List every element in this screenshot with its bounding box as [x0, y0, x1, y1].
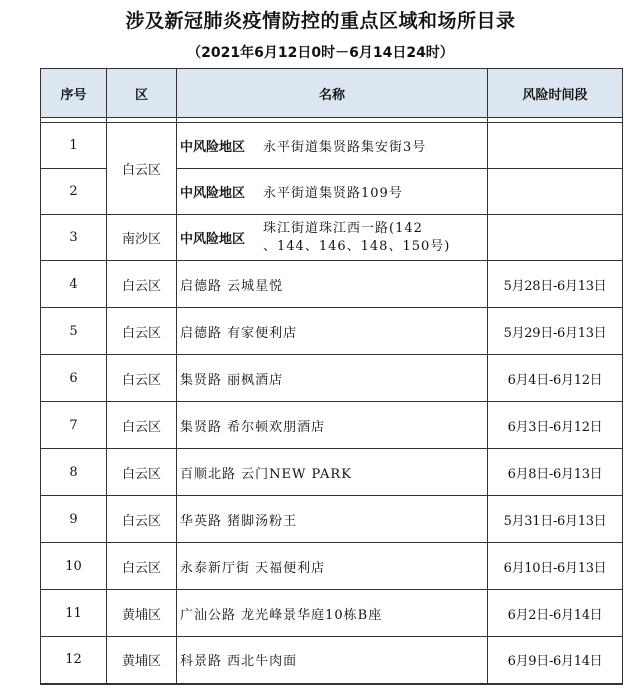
table-row: [41, 637, 623, 684]
table-row: [41, 123, 623, 169]
row-name: [177, 637, 488, 684]
table-row: [41, 355, 623, 402]
row-period: [488, 123, 623, 169]
row-name: [177, 261, 488, 308]
row-name: [177, 308, 488, 355]
row-no: 12: [41, 637, 107, 684]
row-no: 7: [41, 402, 107, 449]
row-name-text: 启德路 有家便利店: [180, 325, 298, 341]
row-no: 8: [41, 449, 107, 496]
row-district: 黄埔区: [107, 637, 177, 684]
row-no: 3: [41, 215, 107, 261]
document-subtitle: （2021年6月12日0时－6月14日24时）: [187, 45, 454, 61]
row-name-text: 华英路 猪脚汤粉王: [180, 513, 298, 529]
table-row: [41, 261, 623, 308]
row-name: [177, 169, 488, 215]
row-name: [177, 449, 488, 496]
row-period: 5月31日-6月13日: [488, 496, 623, 543]
row-name-text: 集贤路 丽枫酒店: [180, 372, 284, 388]
row-name: [177, 355, 488, 402]
risk-level: 中风险地区: [180, 186, 246, 201]
row-district: 白云区: [107, 123, 177, 215]
document-title: 涉及新冠肺炎疫情防控的重点区域和场所目录: [125, 10, 516, 32]
header-no: 序号: [41, 69, 107, 118]
row-name: [177, 123, 488, 169]
row-period: 6月4日-6月12日: [488, 355, 623, 402]
row-no: 10: [41, 543, 107, 590]
table-row: [41, 449, 623, 496]
row-district: 白云区: [107, 543, 177, 590]
row-name-text: 集贤路 希尔顿欢朋酒店: [180, 419, 326, 435]
row-name-text: 启德路 云城星悦: [180, 278, 284, 294]
row-period: [488, 169, 623, 215]
row-district: 白云区: [107, 402, 177, 449]
row-name: [177, 215, 488, 261]
row-period: 6月9日-6月14日: [488, 637, 623, 684]
row-no: 9: [41, 496, 107, 543]
row-no: 5: [41, 308, 107, 355]
header-period: 风险时间段: [488, 69, 623, 118]
table-row: [41, 215, 623, 261]
table-header-row: [41, 69, 623, 118]
row-period: 5月28日-6月13日: [488, 261, 623, 308]
row-name: [177, 496, 488, 543]
row-period: 6月3日-6月12日: [488, 402, 623, 449]
row-district: 白云区: [107, 496, 177, 543]
row-name-text: 永泰新厅街 天福便利店: [180, 560, 326, 576]
header-name: 名称: [177, 69, 488, 118]
row-no: 4: [41, 261, 107, 308]
row-district: 白云区: [107, 449, 177, 496]
row-name-text: 广汕公路 龙光峰景华庭10栋B座: [180, 607, 383, 623]
row-name: [177, 402, 488, 449]
row-no: 1: [41, 123, 107, 169]
row-address: 永平街道集贤路集安街3号: [263, 140, 427, 155]
row-district: 白云区: [107, 261, 177, 308]
row-name-text: 科景路 西北牛肉面: [180, 654, 298, 670]
row-district: 白云区: [107, 308, 177, 355]
row-no: 6: [41, 355, 107, 402]
risk-level: 中风险地区: [180, 232, 246, 247]
row-address-line1: 珠江街道珠江西一路(142: [263, 220, 423, 236]
row-name-text: 百顺北路 云门NEW PARK: [180, 466, 352, 482]
row-address-line2: 、144、146、148、150号): [263, 238, 451, 254]
row-district: 黄埔区: [107, 590, 177, 637]
table-row: [41, 402, 623, 449]
row-period: 6月8日-6月13日: [488, 449, 623, 496]
row-period: 6月10日-6月13日: [488, 543, 623, 590]
table-row: [41, 308, 623, 355]
row-no: 11: [41, 590, 107, 637]
row-period: [488, 215, 623, 261]
row-district: 白云区: [107, 355, 177, 402]
row-no: 2: [41, 169, 107, 215]
table-row: [41, 543, 623, 590]
table-row: [41, 496, 623, 543]
row-address: [263, 220, 450, 256]
row-name: [177, 543, 488, 590]
row-period: 6月2日-6月14日: [488, 590, 623, 637]
row-name: [177, 590, 488, 637]
row-district: 南沙区: [107, 215, 177, 261]
row-period: 5月29日-6月13日: [488, 308, 623, 355]
header-district: 区: [107, 69, 177, 118]
row-address: 永平街道集贤路109号: [263, 186, 403, 201]
table-row: [41, 590, 623, 637]
risk-level: 中风险地区: [180, 140, 246, 155]
key-areas-table: [40, 68, 623, 685]
